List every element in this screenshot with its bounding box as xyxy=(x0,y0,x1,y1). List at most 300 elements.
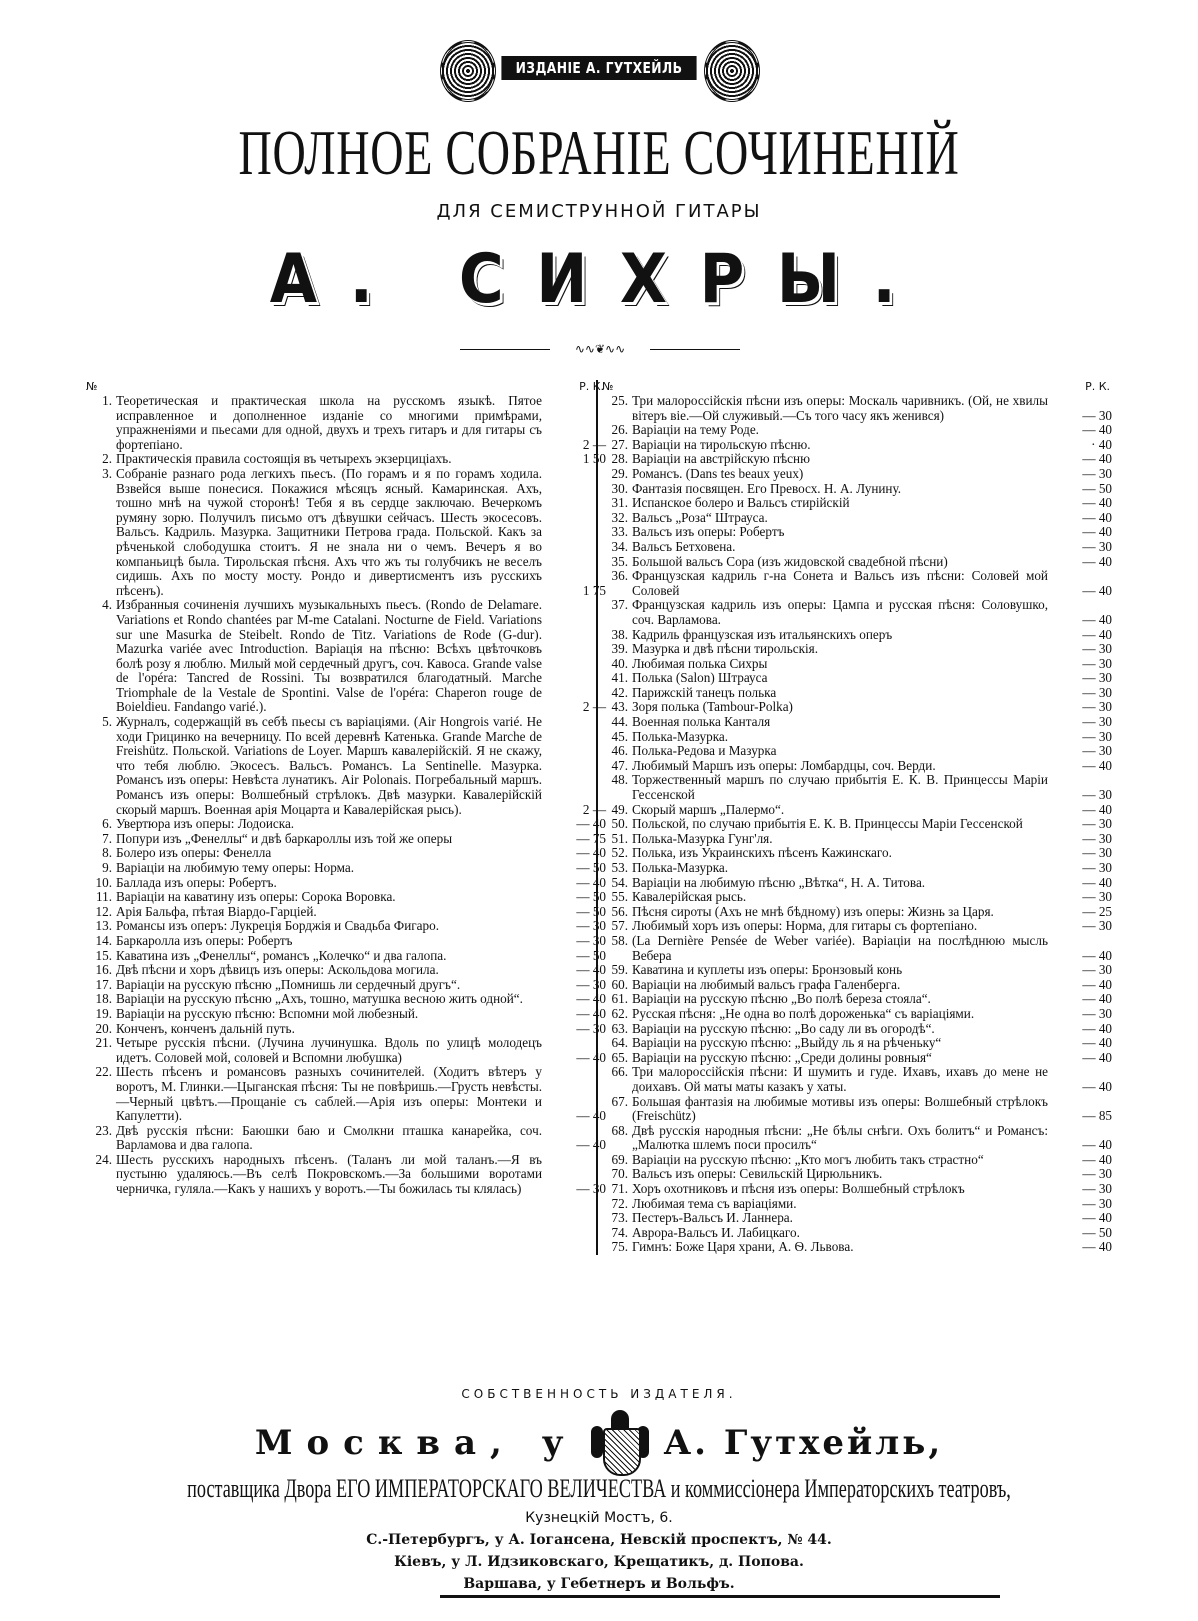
entry-title: Каватина изъ „Фенеллы“, романсъ „Колечко“ и два галопа. xyxy=(116,947,447,963)
supplier-line: поставщика Двора ЕГО ИМПЕРАТОРСКАГО ВЕЛИЧЕСТВА и коммиссіонера Императорскихъ театровъ, xyxy=(187,1474,1011,1503)
entry-price: — 40 xyxy=(1082,1049,1112,1065)
entry-title: Вальсъ изъ оперы: Робертъ xyxy=(632,524,785,540)
entry-title: Торжественный маршъ по случаю прибытія Е. К. В. Принцессы Маріи Гессенской xyxy=(632,772,1048,803)
entry-title: Любимый Маршъ изъ оперы: Ломбардцы, соч. Верди. xyxy=(632,757,936,773)
entry-number: 65. xyxy=(611,1049,628,1065)
catalog-entry xyxy=(602,1051,1112,1066)
entry-title: Двѣ русскія народныя пѣсни: „Не бѣлы снѣги. Охъ болитъ“ и Романсъ: „Малютка шлемъ поси просилъ“ xyxy=(632,1122,1048,1153)
publisher-banner-text: ИЗДАНІЕ А. ГУТХЕЙЛЬ xyxy=(501,56,696,80)
catalog-entry xyxy=(86,861,606,876)
entry-title: Увертюра изъ оперы: Лодоиска. xyxy=(116,816,295,832)
entry-number: 12. xyxy=(95,903,112,919)
catalog-entry xyxy=(602,1197,1112,1212)
entry-number: 60. xyxy=(611,976,628,992)
entry-title: Баллада изъ оперы: Робертъ. xyxy=(116,874,277,890)
entry-title: Собраніе разнаго рода легкихъ пьесъ. (По горамъ и я по горамъ ходила. Взвейся выше понесися. Покажися мѣсяцъ ясный. Камаринская. Ахъ, тошно мнѣ на чужой сторонѣ! Тебя я въ сердце заключаю. Вечеркомъ румяну зорю. Получилъ письмо отъ дѣвушки сейчасъ. Шесть экосесовъ. Вальсъ. Кадриль. Мазурка. Защитники Петрова града. Польской. Какъ за рѣченькой слободушка стоитъ. Я не знала ни о чемъ. Вечеръ я во компаньицѣ была. Тирольская пѣсня. Ахъ что жъ ты голубчикъ не веселъ сидишь. Ахъ по мосту мосту. Рондо и дивертисментъ изъ русскихъ пѣсенъ). xyxy=(116,465,542,598)
entry-title: Варіаціи на любимый вальсъ графа Галенберга. xyxy=(632,976,901,992)
medallion-right-icon xyxy=(704,40,760,102)
entry-price: — 40 xyxy=(1082,991,1112,1007)
entry-title: Избранныя сочиненія лучшихъ музыкальныхъ пьесъ. (Rondo de Delamare. Variations et Rondo chantées par M-me Catalani. Nocturne de Field. Variations sur une Masurka de Steibelt. Rondo de Titz. Variations de Rode (G-dur). Mazurka variée avec Introduction. Варіація на пѣсню: Всѣхъ цвѣточковъ болѣ розу я люблю. Милый мой сердечный другъ, соч. Кавоса. Grande valse de l'opéra: Tancred de Rossini. Ты возвратился благодатный. Marche Triomphale de la Vestale de Spontini. Valse de l'opéra: Chaperon rouge de Boieldieu. Fandango varié.). xyxy=(116,597,542,715)
catalog-entry xyxy=(86,1065,606,1123)
catalog-entry xyxy=(602,511,1112,526)
entry-price: — 30 xyxy=(576,918,606,934)
entry-price: — 40 xyxy=(1082,1035,1112,1051)
catalog-column-left xyxy=(86,380,606,1197)
entry-number: 58. xyxy=(611,932,628,948)
entry-title: Варіаціи на русскую пѣсню „Помнишь ли сердечный другъ“. xyxy=(116,976,461,992)
entry-price: — 30 xyxy=(1082,816,1112,832)
entry-title: Французская кадриль г-на Сонета и Вальсъ изъ пѣсни: Соловей мой Соловей xyxy=(632,568,1048,598)
entry-price: — 40 xyxy=(576,845,606,861)
catalog-entry xyxy=(86,467,606,598)
catalog-entry xyxy=(602,628,1112,643)
entry-number: 64. xyxy=(611,1035,628,1051)
entry-price: — 40 xyxy=(1082,1151,1112,1167)
entry-number: 19. xyxy=(95,1005,112,1021)
entry-title: Варіаціи на тирольскую пѣсню. xyxy=(632,436,811,452)
entry-title: Три малороссійскія пѣсни изъ оперы: Москаль чаривникъ. (Ой, не хвилы вітеръ віе.—Ой служивый.—Съ того часу якъ женився) xyxy=(632,393,1048,423)
entry-price: — 40 xyxy=(1082,611,1112,627)
entry-price: 1 50 xyxy=(582,451,606,467)
entry-title: Хоръ охотниковъ и пѣсня изъ оперы: Волшебный стрѣлокъ xyxy=(632,1181,965,1197)
entry-title: Мазурка и двѣ пѣсни тирольскія. xyxy=(632,641,819,657)
catalog-entry xyxy=(602,1211,1112,1226)
entry-number: 68. xyxy=(611,1122,628,1138)
entry-title: Кадриль французская изъ итальянскихъ оперъ xyxy=(632,626,893,642)
entry-title: Большой вальсъ Сора (изъ жидовской свадебной пѣсни) xyxy=(632,553,948,569)
entry-title: Аврора-Вальсъ И. Лабицкаго. xyxy=(632,1224,800,1240)
entry-number: 45. xyxy=(611,728,628,744)
subtitle: ДЛЯ СЕМИСТРУННОЙ ГИТАРЫ xyxy=(436,201,762,222)
entry-title: Варіаціи на русскую пѣсню „Ахъ, тошно, матушка весною жить одной“. xyxy=(116,991,523,1007)
catalog-entry xyxy=(602,394,1112,423)
entry-price: — 30 xyxy=(1082,538,1112,554)
entry-number: 66. xyxy=(611,1064,628,1080)
entry-number: 71. xyxy=(611,1181,628,1197)
catalog-entry xyxy=(86,963,606,978)
entry-number: 67. xyxy=(611,1093,628,1109)
catalog-entry xyxy=(86,949,606,964)
catalog-entry xyxy=(602,978,1112,993)
catalog-entry xyxy=(602,1240,1112,1255)
entry-number: 59. xyxy=(611,962,628,978)
catalog-entry xyxy=(602,905,1112,920)
entry-price: — 40 xyxy=(1082,801,1112,817)
entry-number: 10. xyxy=(95,874,112,890)
entry-price: — 25 xyxy=(1082,903,1112,919)
entry-number: 7. xyxy=(102,830,112,846)
entry-price: — 30 xyxy=(1082,684,1112,700)
price-header: Р. К. xyxy=(579,380,604,393)
entry-price: — 40 xyxy=(576,1108,606,1124)
entry-price: — 50 xyxy=(1082,480,1112,496)
catalog-entry xyxy=(86,598,606,715)
ornamental-divider xyxy=(460,342,740,356)
catalog-entry xyxy=(602,817,1112,832)
catalog-entry xyxy=(86,905,606,920)
catalog-entry xyxy=(602,569,1112,598)
entry-price: · 40 xyxy=(1091,436,1112,452)
catalog-entry xyxy=(602,1182,1112,1197)
entry-price: 1 75 xyxy=(582,582,606,598)
publisher-line xyxy=(0,1410,1198,1476)
entry-number: 42. xyxy=(611,684,628,700)
city-prefix: Москва, у xyxy=(254,1423,578,1463)
entry-title: Любимая полька Сихры xyxy=(632,655,768,671)
entry-number: 55. xyxy=(611,889,628,905)
entry-number: 4. xyxy=(102,597,112,613)
entry-price: — 30 xyxy=(576,1020,606,1036)
entry-title: Варіаціи на любимую тему оперы: Норма. xyxy=(116,860,355,875)
entry-number: 70. xyxy=(611,1166,628,1182)
entry-number: 23. xyxy=(95,1122,112,1138)
entry-price: 2 — xyxy=(582,801,606,817)
entry-number: 49. xyxy=(611,801,628,817)
catalog-entry xyxy=(86,715,606,817)
entry-title: Полька-Мазурка Гунг'ля. xyxy=(632,830,773,846)
catalog-entry xyxy=(602,876,1112,891)
catalog-entry xyxy=(602,1007,1112,1022)
entry-price: — 30 xyxy=(1082,743,1112,759)
number-header: № xyxy=(86,380,98,393)
entry-price: 2 — xyxy=(582,699,606,715)
entry-price: — 40 xyxy=(576,1005,606,1021)
catalog-entry xyxy=(86,934,606,949)
entry-price: — 30 xyxy=(1082,641,1112,657)
catalog-entry xyxy=(86,394,606,452)
divider-line-left xyxy=(460,349,550,350)
entry-price: — 40 xyxy=(1082,1078,1112,1094)
entry-number: 44. xyxy=(611,714,628,730)
entry-price: — 50 xyxy=(576,889,606,905)
entry-number: 62. xyxy=(611,1005,628,1021)
entry-title: Польской, по случаю прибытія Е. К. В. Принцессы Маріи Гессенской xyxy=(632,816,1023,832)
catalog-entry xyxy=(602,642,1112,657)
entry-title: Полька-Редова и Мазурка xyxy=(632,743,777,759)
entry-number: 75. xyxy=(611,1239,628,1255)
entry-number: 15. xyxy=(95,947,112,963)
entry-number: 33. xyxy=(611,524,628,540)
entry-title: Любимый хоръ изъ оперы: Норма, для гитары съ фортепіано. xyxy=(632,918,978,934)
entry-title: Шесть пѣсенъ и романсовъ разныхъ сочинителей. (Ходитъ вѣтеръ у воротъ, М. Глинки.—Цыганская пѣсня: Ты не повѣришь.—Грусть невѣсты.—Черный цвѣтъ.—Прощаніе съ саблей.—Арія изъ оперы: Монтеки и Капулетти). xyxy=(116,1064,542,1124)
entry-price: — 40 xyxy=(576,1137,606,1153)
entry-number: 30. xyxy=(611,480,628,496)
entry-number: 27. xyxy=(611,436,628,452)
entry-number: 38. xyxy=(611,626,628,642)
entry-title: Попури изъ „Фенеллы“ и двѣ баркароллы изъ той же оперы xyxy=(116,830,453,846)
entry-number: 1. xyxy=(102,393,112,408)
entry-number: 73. xyxy=(611,1210,628,1226)
entry-title: Полька, изъ Украинскихъ пѣсенъ Кажинскаго. xyxy=(632,845,892,861)
entry-price: — 40 xyxy=(1082,1137,1112,1153)
entry-number: 26. xyxy=(611,422,628,438)
entry-title: Вальсъ изъ оперы: Севильскій Цирюльникъ. xyxy=(632,1166,883,1182)
entry-price: — 40 xyxy=(1082,976,1112,992)
catalog-entry xyxy=(86,846,606,861)
entry-title: Пестеръ-Вальсъ И. Ланнера. xyxy=(632,1210,793,1226)
price-header: Р. К. xyxy=(1085,380,1110,393)
entry-price: — 50 xyxy=(576,903,606,919)
entry-number: 47. xyxy=(611,757,628,773)
catalog-entry xyxy=(602,1036,1112,1051)
catalog-entry xyxy=(602,657,1112,672)
entry-price: — 40 xyxy=(1082,553,1112,569)
entry-number: 28. xyxy=(611,451,628,467)
entry-price: — 30 xyxy=(1082,918,1112,934)
catalog-entry xyxy=(602,496,1112,511)
entry-title: Варіаціи на русскую пѣсню: „Кто могъ любить такъ страстно“ xyxy=(632,1151,984,1167)
entry-price: — 30 xyxy=(576,976,606,992)
divider-ornament-icon: ∿∿❦∿∿ xyxy=(574,342,626,356)
entry-number: 13. xyxy=(95,918,112,934)
entry-number: 35. xyxy=(611,553,628,569)
entry-title: Теоретическая и практическая школа на русскомъ языкѣ. Пятое исправленное и дополненное изданіе со многими примѣрами, упражненіями и пьесами для одной, двухъ и трехъ гитаръ и для гитары съ фортепіано. xyxy=(116,393,542,452)
entry-number: 11. xyxy=(96,889,112,905)
footer-rule xyxy=(440,1595,1000,1598)
entry-price: 2 — xyxy=(582,436,606,452)
entry-title: Военная полька Канталя xyxy=(632,714,771,730)
entry-price: — 40 xyxy=(1082,1210,1112,1226)
entry-number: 17. xyxy=(95,976,112,992)
catalog-entry xyxy=(602,832,1112,847)
entry-title: Практическія правила состоящія въ четырехъ экзерциціахъ. xyxy=(116,451,452,467)
entry-number: 50. xyxy=(611,816,628,832)
page-title: ПОЛНОЕ СОБРАНІЕ СОЧИНЕНІЙ xyxy=(238,117,960,188)
entry-price: — 30 xyxy=(1082,714,1112,730)
entry-number: 40. xyxy=(611,655,628,671)
entry-number: 54. xyxy=(611,874,628,890)
entry-price: — 30 xyxy=(1082,1195,1112,1211)
entry-number: 51. xyxy=(611,830,628,846)
entry-number: 37. xyxy=(611,597,628,613)
entry-price: — 40 xyxy=(1082,874,1112,890)
catalog-entry xyxy=(602,861,1112,876)
catalog-entry xyxy=(86,992,606,1007)
entry-title: Гимнъ: Боже Царя храни, А. Ѳ. Львова. xyxy=(632,1239,854,1255)
entry-price: — 40 xyxy=(576,874,606,890)
entry-title: Четыре русскія пѣсни. (Лучина лучинушка. Вдоль по улицѣ молодецъ идетъ. Соловей мой, соловей и Вспомни любушка) xyxy=(116,1035,542,1065)
entry-number: 3. xyxy=(102,465,112,481)
catalog-entry xyxy=(602,482,1112,497)
catalog-entry xyxy=(86,1124,606,1153)
address-moscow: Кузнецкій Мостъ, 6. xyxy=(525,1510,673,1526)
entry-number: 56. xyxy=(611,903,628,919)
entry-title: Каватина и куплеты изъ оперы: Бронзовый конь xyxy=(632,962,903,978)
entry-title: Полька (Salon) Штрауса xyxy=(632,670,768,686)
entry-price: — 85 xyxy=(1082,1108,1112,1124)
catalog-entry xyxy=(602,773,1112,802)
entry-title: Французская кадриль изъ оперы: Цампа и русская пѣсня: Соловушко, соч. Варламова. xyxy=(632,597,1048,627)
entry-number: 20. xyxy=(95,1020,112,1036)
entry-number: 72. xyxy=(611,1195,628,1211)
entry-title: Варіаціи на русскую пѣсню: „Среди долины ровныя“ xyxy=(632,1049,932,1065)
entry-price: — 30 xyxy=(576,1181,606,1197)
entry-price: — 30 xyxy=(1082,728,1112,744)
entry-price: — 40 xyxy=(1082,757,1112,773)
entry-title: Конченъ, конченъ дальній путь. xyxy=(116,1020,295,1036)
catalog-entry xyxy=(602,555,1112,570)
entry-title: Болеро изъ оперы: Фенелла xyxy=(116,845,272,861)
catalog-entry xyxy=(602,890,1112,905)
entry-price: — 30 xyxy=(1082,1005,1112,1021)
entry-price: — 30 xyxy=(1082,699,1112,715)
entry-title: Шесть русскихъ народныхъ пѣсенъ. (Таланъ ли мой таланъ.—Я въ пустыню удаляюсь.—Въ селѣ Покровскомъ.—За большими воротами черничка, гуляла.—Какъ у нашихъ у воротъ.—Ты божилась ты клялась) xyxy=(116,1151,542,1197)
entry-price: — 30 xyxy=(1082,787,1112,803)
entry-title: Варіаціи на австрійскую пѣсню xyxy=(632,451,810,467)
entry-price: — 40 xyxy=(1082,509,1112,525)
entry-title: Варіаціи на любимую пѣсню „Вѣтка“, Н. А. Титова. xyxy=(632,874,926,890)
entry-title: Варіаціи на тему Роде. xyxy=(632,422,759,438)
entry-title: Баркаролла изъ оперы: Робертъ xyxy=(116,932,293,948)
catalog-list-left xyxy=(86,394,606,1197)
catalog-entry xyxy=(602,452,1112,467)
entry-number: 16. xyxy=(95,962,112,978)
catalog-entry xyxy=(602,963,1112,978)
entry-price: — 40 xyxy=(1082,947,1112,963)
entry-number: 61. xyxy=(611,991,628,1007)
entry-title: Журналъ, содержащій въ себѣ пьесы съ варіаціями. (Air Hongrois varié. Не ходи Грицинко на вечерницу. По всей деревнѣ Катенька. Grande Marche de Freishütz. Польской. Variations de Loyer. Маршъ кавалерійскій. Я не скажу, что тебя люблю. Экосесъ. Вальсъ. Романсъ. La Sentinelle. Мазурка. Романсъ изъ оперы: Невѣста лунатикъ. Air Polonais. Погребальный маршъ. Романсъ изъ оперы: Волшебный стрѣлокъ. Двѣ мазурки. Кавалерійскій скорый маршъ. Военная арія Моцарта и Кавалерійская рысь). xyxy=(116,714,542,817)
entry-number: 8. xyxy=(102,845,112,861)
entry-number: 63. xyxy=(611,1020,628,1036)
entry-title: Арія Бальфа, пѣтая Віардо-Гарціей. xyxy=(116,903,317,919)
catalog-entry xyxy=(602,525,1112,540)
entry-number: 6. xyxy=(102,816,112,832)
entry-price: — 30 xyxy=(1082,845,1112,861)
entry-price: — 30 xyxy=(1082,407,1112,423)
entry-title: Двѣ пѣсни и хоръ дѣвицъ изъ оперы: Аскольдова могила. xyxy=(116,962,439,978)
catalog-entry xyxy=(602,934,1112,963)
entry-number: 69. xyxy=(611,1151,628,1167)
column-header xyxy=(602,380,1112,394)
entry-number: 34. xyxy=(611,538,628,554)
entry-price: — 40 xyxy=(1082,1020,1112,1036)
catalog-entry xyxy=(602,1065,1112,1094)
catalog-entry xyxy=(602,423,1112,438)
entry-title: Испанское болеро и Вальсъ стирійскій xyxy=(632,495,850,511)
entry-price: — 50 xyxy=(576,860,606,875)
catalog-entry xyxy=(602,1167,1112,1182)
entry-price: — 30 xyxy=(1082,860,1112,875)
entry-price: — 40 xyxy=(576,816,606,832)
entry-title: Скорый маршъ „Палермо“. xyxy=(632,801,785,817)
entry-number: 74. xyxy=(611,1224,628,1240)
entry-price: — 30 xyxy=(1082,1166,1112,1182)
entry-title: Вальсъ Бетховена. xyxy=(632,538,736,554)
entry-title: Полька-Мазурка. xyxy=(632,728,729,744)
catalog-entry xyxy=(602,846,1112,861)
entry-title: Романсъ. (Dans tes beaux yeux) xyxy=(632,465,804,481)
entry-number: 53. xyxy=(611,860,628,875)
entry-number: 22. xyxy=(95,1064,112,1080)
catalog-entry xyxy=(602,803,1112,818)
entry-price: — 40 xyxy=(1082,582,1112,598)
column-header xyxy=(86,380,606,394)
entry-number: 32. xyxy=(611,509,628,525)
entry-number: 25. xyxy=(611,393,628,408)
publisher-name: А. Гутхейль, xyxy=(663,1423,944,1463)
entry-number: 39. xyxy=(611,641,628,657)
entry-title: Любимая тема съ варіаціями. xyxy=(632,1195,797,1211)
entry-price: — 30 xyxy=(1082,1181,1112,1197)
catalog-entry xyxy=(602,759,1112,774)
entry-price: — 40 xyxy=(1082,495,1112,511)
entry-title: Русская пѣсня: „Не одна во полѣ дороженька“ съ варіаціями. xyxy=(632,1005,975,1021)
catalog-entry xyxy=(86,1007,606,1022)
entry-price: — 75 xyxy=(576,830,606,846)
catalog-entry xyxy=(602,1226,1112,1241)
entry-title: Кавалерійская рысь. xyxy=(632,889,747,905)
entry-number: 24. xyxy=(95,1151,112,1167)
catalog-entry xyxy=(86,919,606,934)
number-header: № xyxy=(602,380,614,393)
entry-title: Зоря полька (Tambour-Polka) xyxy=(632,699,793,715)
catalog-entry xyxy=(86,1153,606,1197)
entry-number: 2. xyxy=(102,451,112,467)
entry-title: Фантазія посвящен. Его Превосх. Н. А. Лунину. xyxy=(632,480,902,496)
entry-title: Парижскій танецъ полька xyxy=(632,684,777,700)
catalog-entry xyxy=(602,438,1112,453)
entry-title: Варіаціи на русскую пѣсню „Во полѣ береза стояла“. xyxy=(632,991,931,1007)
entry-price: — 50 xyxy=(576,947,606,963)
catalog-entry xyxy=(602,700,1112,715)
entry-number: 46. xyxy=(611,743,628,759)
entry-price: — 30 xyxy=(1082,465,1112,481)
entry-number: 5. xyxy=(102,714,112,730)
entry-number: 9. xyxy=(102,860,112,875)
entry-title: Двѣ русскія пѣсни: Баюшки баю и Смолкни пташка канарейка, соч. Варламова и два галопа. xyxy=(116,1122,542,1153)
catalog-entry xyxy=(86,817,606,832)
entry-price: — 40 xyxy=(576,991,606,1007)
medallion-left-icon xyxy=(440,40,496,102)
author-name: А. СИХРЫ. xyxy=(269,240,929,319)
catalog-entry xyxy=(602,1124,1112,1153)
entry-title: Полька-Мазурка. xyxy=(632,860,729,875)
catalog-entry xyxy=(602,744,1112,759)
entry-price: — 40 xyxy=(1082,1239,1112,1255)
entry-price: — 40 xyxy=(1082,626,1112,642)
divider-line-right xyxy=(650,349,740,350)
entry-number: 21. xyxy=(95,1035,112,1051)
entry-price: — 30 xyxy=(1082,889,1112,905)
publisher-banner xyxy=(430,28,770,106)
entry-title: Большая фантазія на любимые мотивы изъ оперы: Волшебный стрѣлокъ (Freischütz) xyxy=(632,1093,1048,1124)
entry-price: — 50 xyxy=(1082,1224,1112,1240)
entry-number: 48. xyxy=(611,772,628,788)
entry-title: Пѣсня сироты (Ахъ не мнѣ бѣдному) изъ оперы: Жизнь за Царя. xyxy=(632,903,994,919)
entry-number: 43. xyxy=(611,699,628,715)
catalog-entry xyxy=(86,832,606,847)
entry-price: — 30 xyxy=(576,932,606,948)
catalog-entry xyxy=(602,1095,1112,1124)
catalog-entry xyxy=(602,540,1112,555)
catalog-entry xyxy=(602,1022,1112,1037)
catalog-entry xyxy=(602,467,1112,482)
entry-number: 18. xyxy=(95,991,112,1007)
imperial-crest-icon xyxy=(591,1410,649,1476)
entry-price: — 40 xyxy=(1082,451,1112,467)
address-kiev: Кіевъ, у Л. Идзиковскаго, Крещатикъ, д. Попова. xyxy=(394,1554,804,1570)
entry-price: — 40 xyxy=(576,1049,606,1065)
catalog-list-right xyxy=(602,394,1112,1255)
catalog-entry xyxy=(602,671,1112,686)
catalog-entry xyxy=(86,890,606,905)
entry-number: 57. xyxy=(611,918,628,934)
entry-price: — 30 xyxy=(1082,670,1112,686)
catalog-entry xyxy=(86,876,606,891)
entry-price: — 30 xyxy=(1082,962,1112,978)
catalog-entry xyxy=(86,1022,606,1037)
entry-title: Варіаціи на русскую пѣсню: „Во саду ли въ огородѣ“. xyxy=(632,1020,935,1036)
